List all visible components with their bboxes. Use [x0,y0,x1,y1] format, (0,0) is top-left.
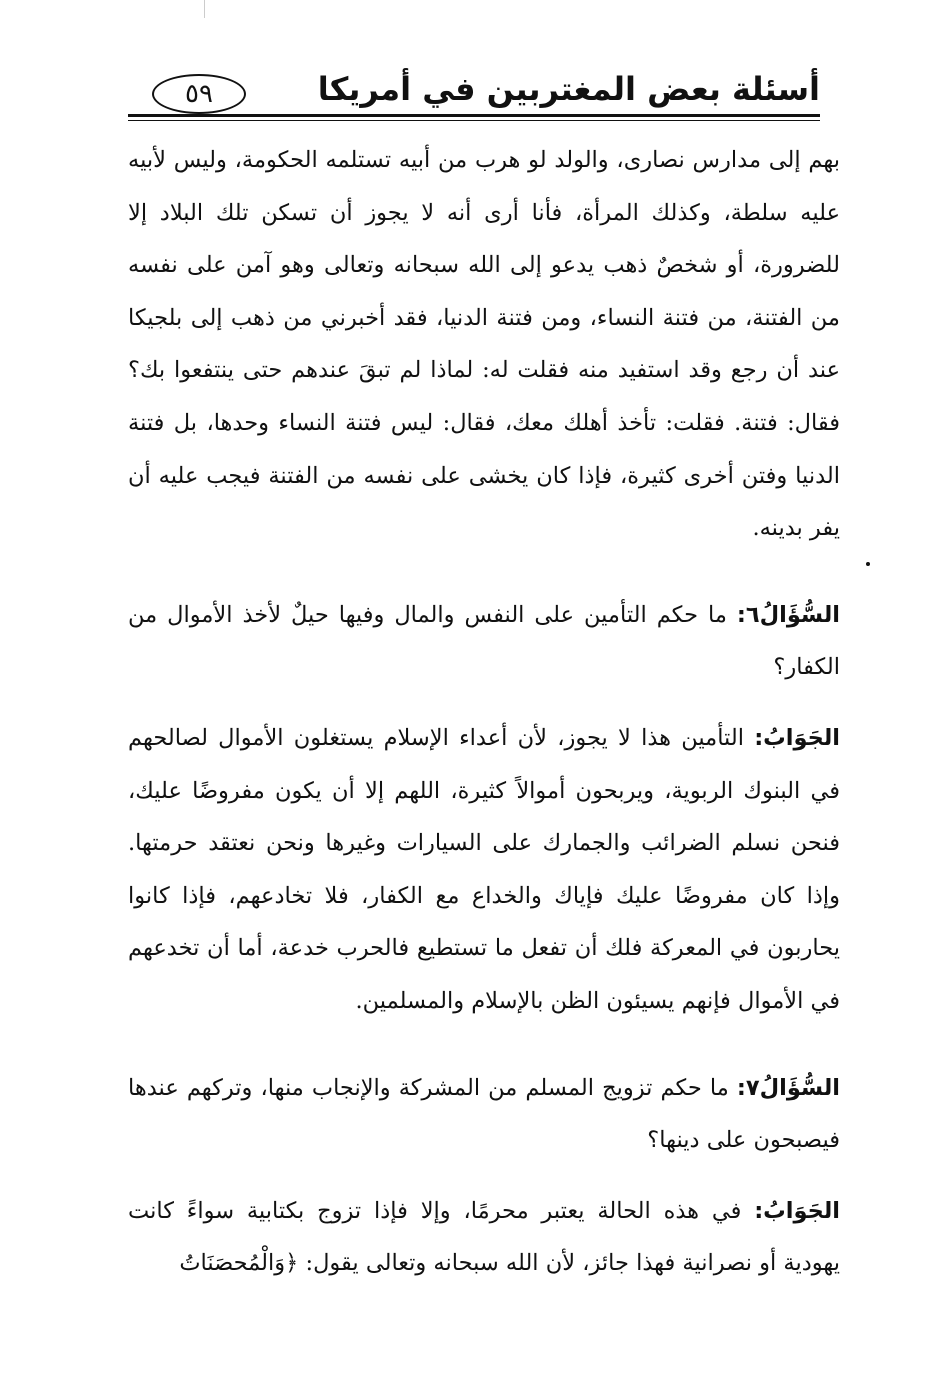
question-label: السُّؤَالُ٦: [736,601,840,628]
page-header [128,68,820,120]
question-text: ما حكم التأمين على النفس والمال وفيها حيلٌ لأخذ الأموال من الكفار؟ [128,601,840,681]
continuation-paragraph: بهم إلى مدارس نصارى، والولد لو هرب من أبيه تستلمه الحكومة، وليس لأبيه عليه سلطة، وكذلك المرأة، فأنا أرى أنه لا يجوز أن تسكن تلك البلاد إلا للضرورة، أو شخصٌ ذهب يدعو إلى الله سبحانه وتعالى وهو آمن على نفسه من الفتنة، من فتنة النساء، ومن فتنة الدنيا، فقد أخبرني من ذهب إلى بلجيكا عند أن رجع وقد استفيد منه فقلت له: لماذا لم تبقَ عندهم حتى ينتفعوا بك؟ فقال: فتنة. فقلت: تأخذ أهلك معك، فقال: ليس فتنة النساء وحدها، بل فتنة الدنيا وفتن أخرى كثيرة، فإذا كان يخشى على نفسه من الفتنة فيجب عليه أن يفر بدينه. [128,147,840,542]
answer-text: في هذه الحالة يعتبر محرمًا، وإلا فإذا تزوج بكتابية سواءً كانت يهودية أو نصرانية فهذا جائز، لأن الله سبحانه وتعالى يقول: ﴿وَالْمُحصَنَاتُ [128,1197,840,1277]
margin-dot [866,562,870,566]
answer-7 [128,1185,840,1290]
answer-text: التأمين هذا لا يجوز، لأن أعداء الإسلام يستغلون الأموال لصالحهم في البنوك الربوية، ويربحون أموالاً كثيرة، اللهم إلا أن يكون مفروضًا عليك، فنحن نسلم الضرائب والجمارك على السيارات وغيرها ونحن نعتقد حرمتها. وإذا كان مفروضًا عليك فإياك والخداع مع الكفار، فلا تخادعهم، فإذا كانوا يحاربون في المعركة فلك أن تفعل ما تستطيع فالحرب خدعة، أما أن تخدعهم في الأموال فإنهم يسيئون الظن بالإسلام والمسلمين. [128,724,840,1014]
answer-label: الجَوَابُ: [754,1197,840,1224]
answer-label: الجَوَابُ: [754,724,840,751]
question-6 [128,589,840,694]
running-title: أسئلة بعض المغتربين في أمريكا [317,70,820,108]
page-body [128,134,840,1290]
question-text: ما حكم تزويج المسلم من المشركة والإنجاب منها، وتركهم عندها فيصبحون على دينها؟ [128,1074,840,1154]
page-number: ٥٩ [152,74,246,114]
header-rule-thin [128,120,820,121]
answer-6 [128,712,840,1028]
scan-mark [204,0,205,18]
question-7 [128,1062,840,1167]
header-rule [128,114,820,117]
question-label: السُّؤَالُ٧: [736,1074,840,1101]
